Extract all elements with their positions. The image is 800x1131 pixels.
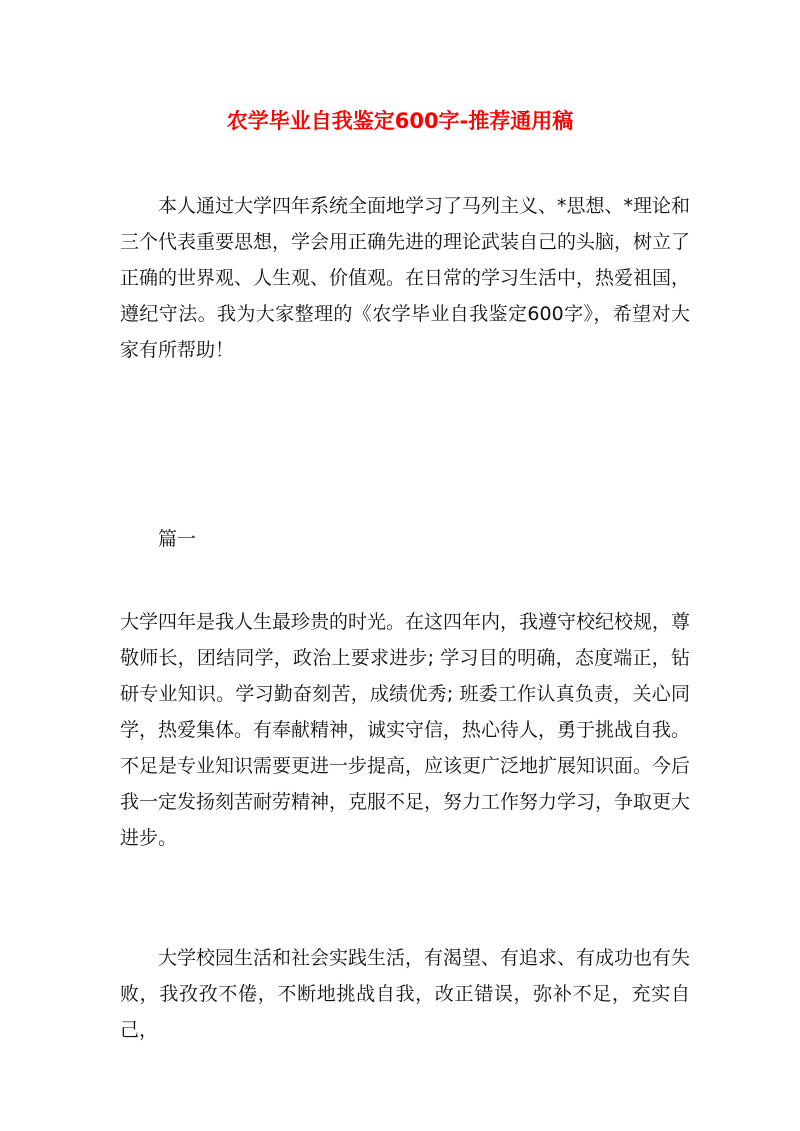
body-paragraph: 大学校园生活和社会实践生活，有渴望、有追求、有成功也有失败，我孜孜不倦，不断地挑战自我，改正错误，弥补不足，充实自己， xyxy=(120,947,691,1041)
body-paragraph: 大学四年是我人生最珍贵的时光。在这四年内，我遵守校纪校规，尊敬师长，团结同学，政治上要求进步; 学习目的明确，态度端正，钻研专业知识。学习勤奋刻苦，成绩优秀; 班委工作认真负责，关心同学，热爱集体。有奉献精神，诚实守信，热心待人，勇于挑战自我。不足是专业知识需要更进一步提高，应该更广泛地扩展知识面。今后我一定发扬刻苦耐劳精神，克服不足，努力工作努力学习，争取更大进步。 xyxy=(120,611,691,849)
intro-paragraph: 本人通过大学四年系统全面地学习了马列主义、*思想、*理论和三个代表重要思想，学会用正确先进的理论武装自己的头脑，树立了正确的世界观、人生观、价值观。在日常的学习生活中，热爱祖国，遵纪守法。我为大家整理的《农学毕业自我鉴定600字》，希望对大家有所帮助！ xyxy=(120,195,691,361)
section-heading: 篇一 xyxy=(158,528,197,550)
document-title: 农学毕业自我鉴定600字-推荐通用稿 xyxy=(226,109,574,133)
